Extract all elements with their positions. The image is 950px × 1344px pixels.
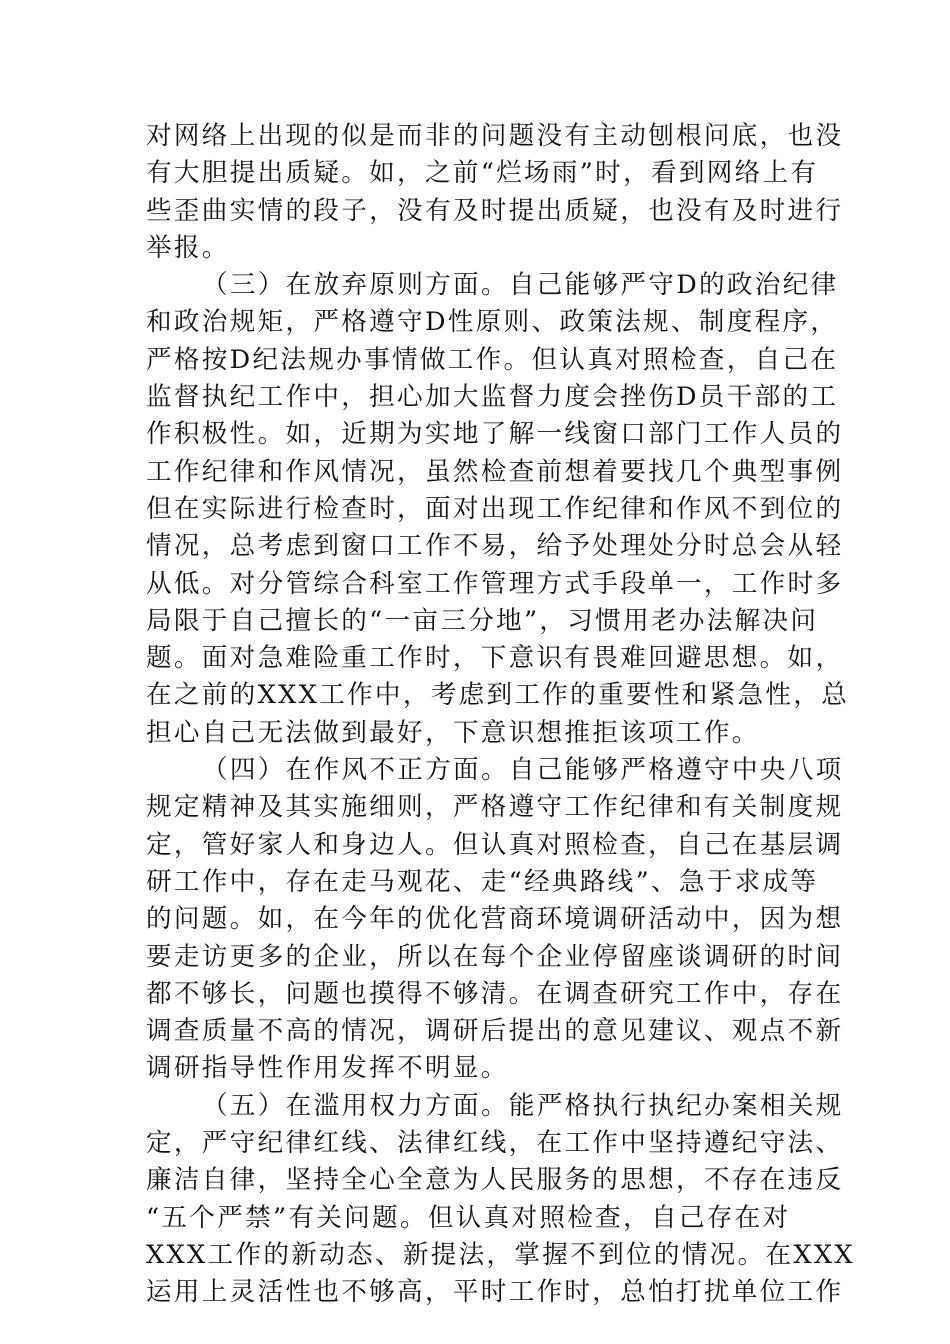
section-heading-line: （四）在作风不正方面。自己能够严格遵守中央八项 xyxy=(202,755,844,786)
text-line: 运用上灵活性也不够高，平时工作时，总怕打扰单位工作 xyxy=(146,1277,844,1308)
text-line: XXX工作的新动态、新提法，掌握不到位的情况。在XXX xyxy=(146,1239,855,1270)
text-line: 的问题。如，在今年的优化营商环境调研活动中，因为想 xyxy=(146,904,844,935)
text-line: 和政治规矩，严格遵守D性原则、政策法规、制度程序， xyxy=(146,307,839,338)
text-line: 作积极性。如，近期为实地了解一线窗口部门工作人员的 xyxy=(146,419,844,450)
text-line: “五个严禁”有关问题。但认真对照检查，自己存在对 xyxy=(146,1202,791,1233)
text-line: 局限于自己擅长的“一亩三分地”，习惯用老办法解决问 xyxy=(146,605,819,636)
text-line: 担心自己无法做到最好，下意识想推拒该项工作。 xyxy=(146,717,760,748)
text-line: 情况，总考虑到窗口工作不易，给予处理处分时总会从轻 xyxy=(146,531,844,562)
text-line: 定，管好家人和身边人。但认真对照检查，自己在基层调 xyxy=(146,829,844,860)
text-line: 在之前的XXX工作中，考虑到工作的重要性和紧急性，总 xyxy=(146,680,850,711)
text-line: 要走访更多的企业，所以在每个企业停留座谈调研的时间 xyxy=(146,941,844,972)
document-body xyxy=(146,118,855,1312)
text-line: 定，严守纪律红线、法律红线，在工作中坚持遵纪守法、 xyxy=(146,1128,844,1159)
text-line: 调研指导性作用发挥不明显。 xyxy=(146,1053,509,1084)
text-line: 工作纪律和作风情况，虽然检查前想着要找几个典型事例 xyxy=(146,456,844,487)
section-heading-line: （三）在放弃原则方面。自己能够严守D的政治纪律 xyxy=(202,270,839,301)
text-line: 些歪曲实情的段子，没有及时提出质疑，也没有及时进行 xyxy=(146,195,844,226)
text-line: 严格按D纪法规办事情做工作。但认真对照检查，自己在 xyxy=(146,344,839,375)
section-heading-line: （五）在滥用权力方面。能严格执行执纪办案相关规 xyxy=(202,1090,844,1121)
text-line: 对网络上出现的似是而非的问题没有主动刨根问底，也没 xyxy=(146,121,844,151)
text-line: 规定精神及其实施细则，严格遵守工作纪律和有关制度规 xyxy=(146,792,844,823)
text-line: 都不够长，问题也摸得不够清。在调查研究工作中，存在 xyxy=(146,978,844,1009)
text-line: 题。面对急难险重工作时，下意识有畏难回避思想。如， xyxy=(146,643,844,674)
text-line: 廉洁自律，坚持全心全意为人民服务的思想，不存在违反 xyxy=(146,1165,844,1196)
text-line: 但在实际进行检查时，面对出现工作纪律和作风不到位的 xyxy=(146,493,844,524)
text-line: 有大胆提出质疑。如，之前“烂场雨”时，看到网络上有 xyxy=(146,158,819,189)
text-line: 从低。对分管综合科室工作管理方式手段单一，工作时多 xyxy=(146,568,844,599)
text-line: 研工作中，存在走马观花、走“经典路线”、急于求成等 xyxy=(146,866,819,897)
text-line: 调查质量不高的情况，调研后提出的意见建议、观点不新 xyxy=(146,1016,844,1047)
text-line: 举报。 xyxy=(146,232,230,263)
text-line: 监督执纪工作中，担心加大监督力度会挫伤D员干部的工 xyxy=(146,382,839,413)
